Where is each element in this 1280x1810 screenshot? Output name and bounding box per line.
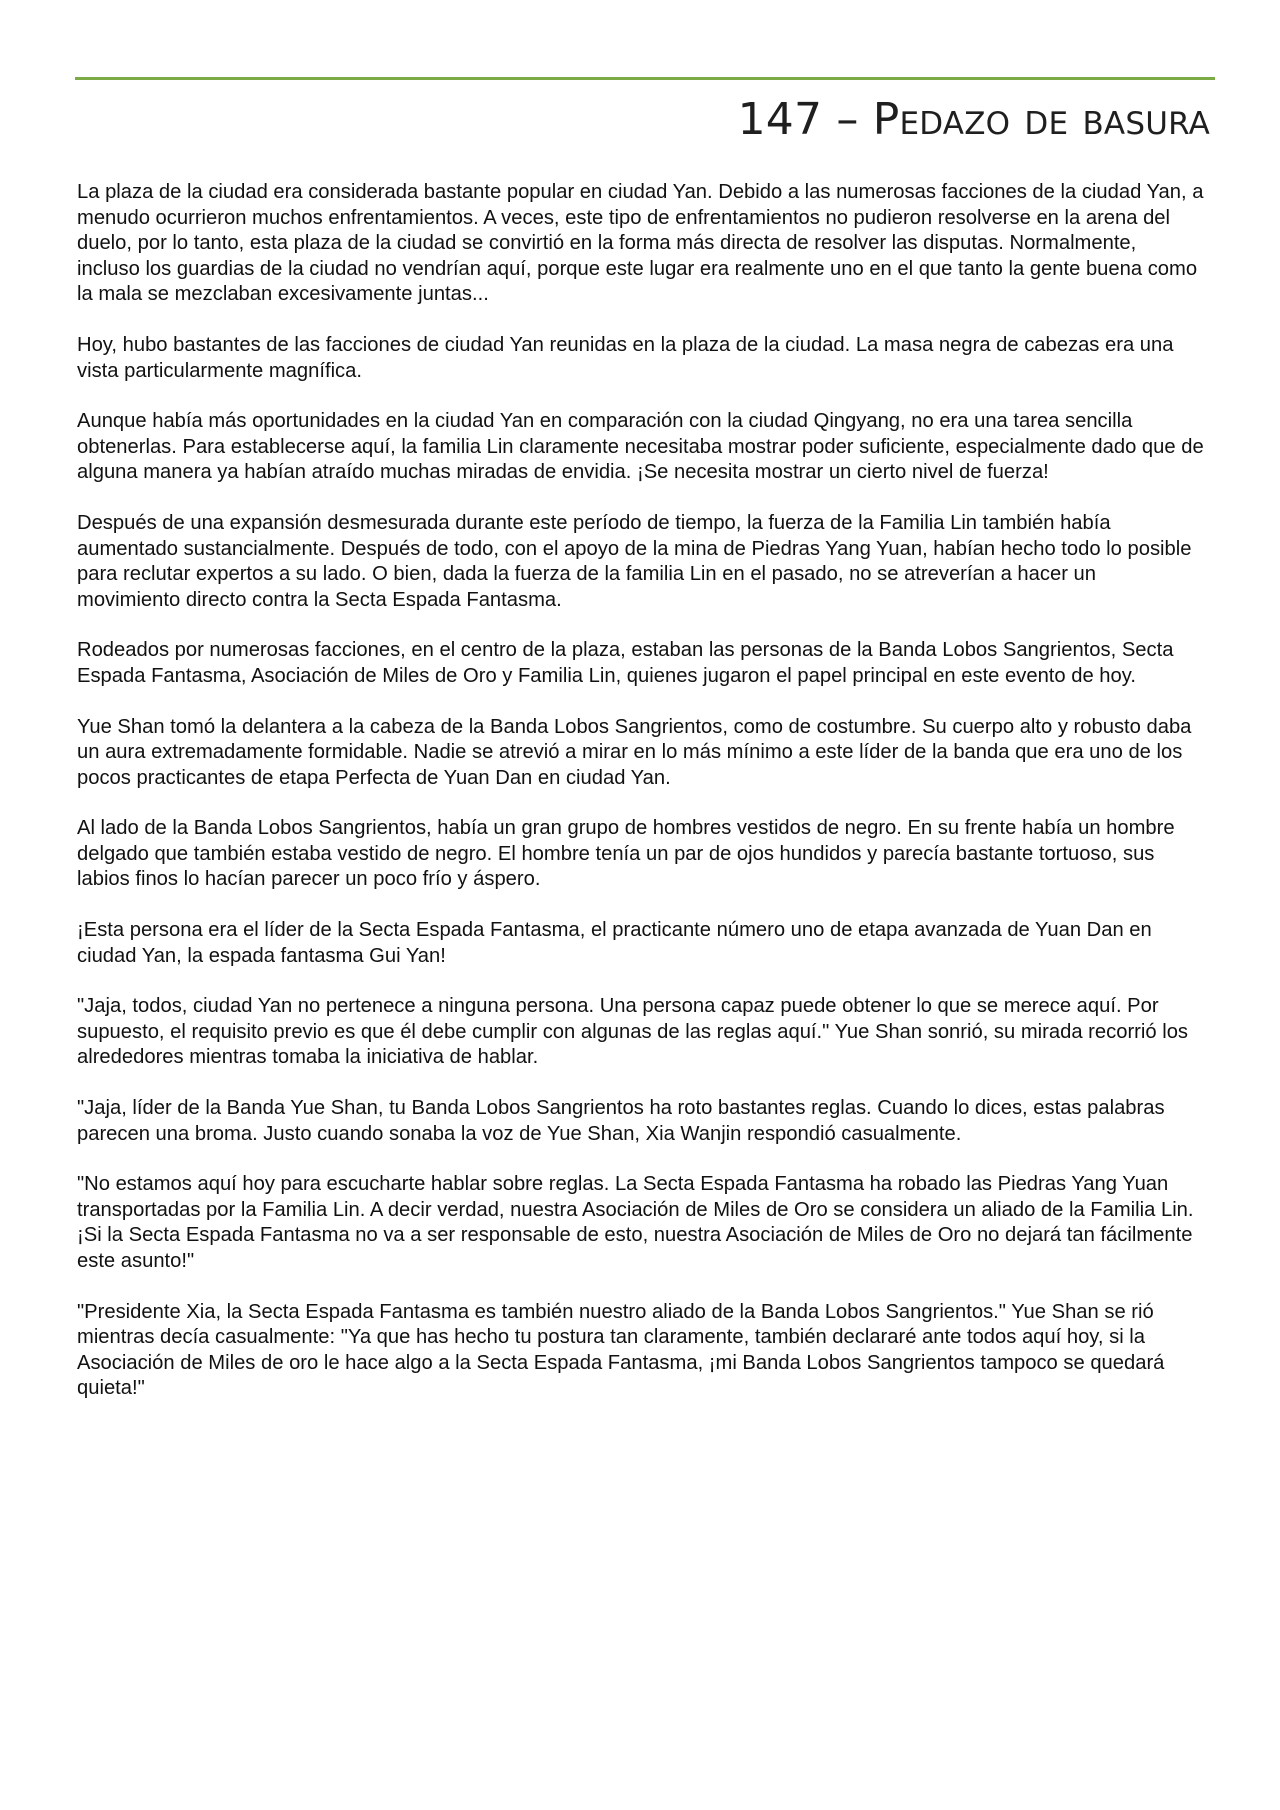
paragraph: "Jaja, todos, ciudad Yan no pertenece a ninguna persona. Una persona capaz puede obtener lo que se merece aquí. Por supuesto, el requisito previo es que él debe cumplir con algunas de las reglas aquí." Yue Shan sonrió, su mirada recorrió los alrededores mientras tomaba la iniciativa de hablar. [77,995,1189,1069]
paragraph: Yue Shan tomó la delantera a la cabeza de la Banda Lobos Sangrientos, como de costumbre. Su cuerpo alto y robusto daba un aura extremadamente formidable. Nadie se atrevió a mirar en lo más mínimo a este líder de la banda que era uno de los pocos practicantes de etapa Perfecta de Yuan Dan en ciudad Yan. [77,715,1192,789]
header-rule [75,77,1215,80]
paragraph: Aunque había más oportunidades en la ciudad Yan en comparación con la ciudad Qingyang, no era una tarea sencilla obtenerlas. Para establecerse aquí, la familia Lin claramente necesitaba mostrar poder suficiente, especialmente dado que de alguna manera ya habían atraído muchas miradas de envidia. ¡Se necesita mostrar un cierto nivel de fuerza! [77,410,1204,484]
paragraph: ¡Esta persona era el líder de la Secta Espada Fantasma, el practicante número uno de etapa avanzada de Yuan Dan en ciudad Yan, la espada fantasma Gui Yan! [77,919,1152,967]
paragraph: Después de una expansión desmesurada durante este período de tiempo, la fuerza de la Familia Lin también había aumentado sustancialmente. Después de todo, con el apoyo de la mina de Piedras Yang Yuan, habían hecho todo lo posible para reclutar expertos a su lado. O bien, dada la fuerza de la familia Lin en el pasado, no se atreverían a hacer un movimiento directo contra la Secta Espada Fantasma. [77,511,1192,611]
paragraph: Al lado de la Banda Lobos Sangrientos, había un gran grupo de hombres vestidos de negro. En su frente había un hombre delgado que también estaba vestido de negro. El hombre tenía un par de ojos hundidos y parecía bastante tortuoso, sus labios finos lo hacían parecer un poco frío y áspero. [77,817,1175,891]
paragraph: "Presidente Xia, la Secta Espada Fantasma es también nuestro aliado de la Banda Lobos Sangrientos." Yue Shan se rió mientras decía casualmente: "Ya que has hecho tu postura tan claramente, también declararé ante todos aquí hoy, si la Asociación de Miles de oro le hace algo a la Secta Espada Fantasma, ¡mi Banda Lobos Sangrientos tampoco se quedará quieta!" [77,1300,1165,1400]
paragraph: "No estamos aquí hoy para escucharte hablar sobre reglas. La Secta Espada Fantasma ha robado las Piedras Yang Yuan transportadas por la Familia Lin. A decir verdad, nuestra Asociación de Miles de Oro se considera un aliado de la Familia Lin. ¡Si la Secta Espada Fantasma no va a ser responsable de esto, nuestra Asociación de Miles de Oro no dejará tan fácilmente este asunto!" [77,1173,1194,1272]
paragraph: Rodeados por numerosas facciones, en el centro de la plaza, estaban las personas de la Banda Lobos Sangrientos, Secta Espada Fantasma, Asociación de Miles de Oro y Familia Lin, quienes jugaron el papel principal en este evento de hoy. [77,639,1174,687]
paragraph: Hoy, hubo bastantes de las facciones de ciudad Yan reunidas en la plaza de la ciudad. La masa negra de cabezas era una vista particularmente magnífica. [77,333,1174,382]
paragraph: La plaza de la ciudad era considerada bastante popular en ciudad Yan. Debido a las numerosas facciones de la ciudad Yan, a menudo ocurrieron muchos enfrentamientos. A veces, este tipo de enfrentamientos no pudieron resolverse en la arena del duelo, por lo tanto, esta plaza de la ciudad se convirtió en la forma más directa de resolver las disputas. Normalmente, incluso los guardias de la ciudad no vendrían aquí, porque este lugar era realmente uno en el que tanto la gente buena como la mala se mezclaban excesivamente juntas... [77,181,1204,306]
chapter-title: 147 – Pedazo de basura [737,94,1210,145]
paragraph: "Jaja, líder de la Banda Yue Shan, tu Banda Lobos Sangrientos ha roto bastantes reglas. Cuando lo dices, estas palabras parecen una broma. Justo cuando sonaba la voz de Yue Shan, Xia Wanjin respondió casualmente. [77,1097,1165,1145]
chapter-body [77,180,1204,1427]
